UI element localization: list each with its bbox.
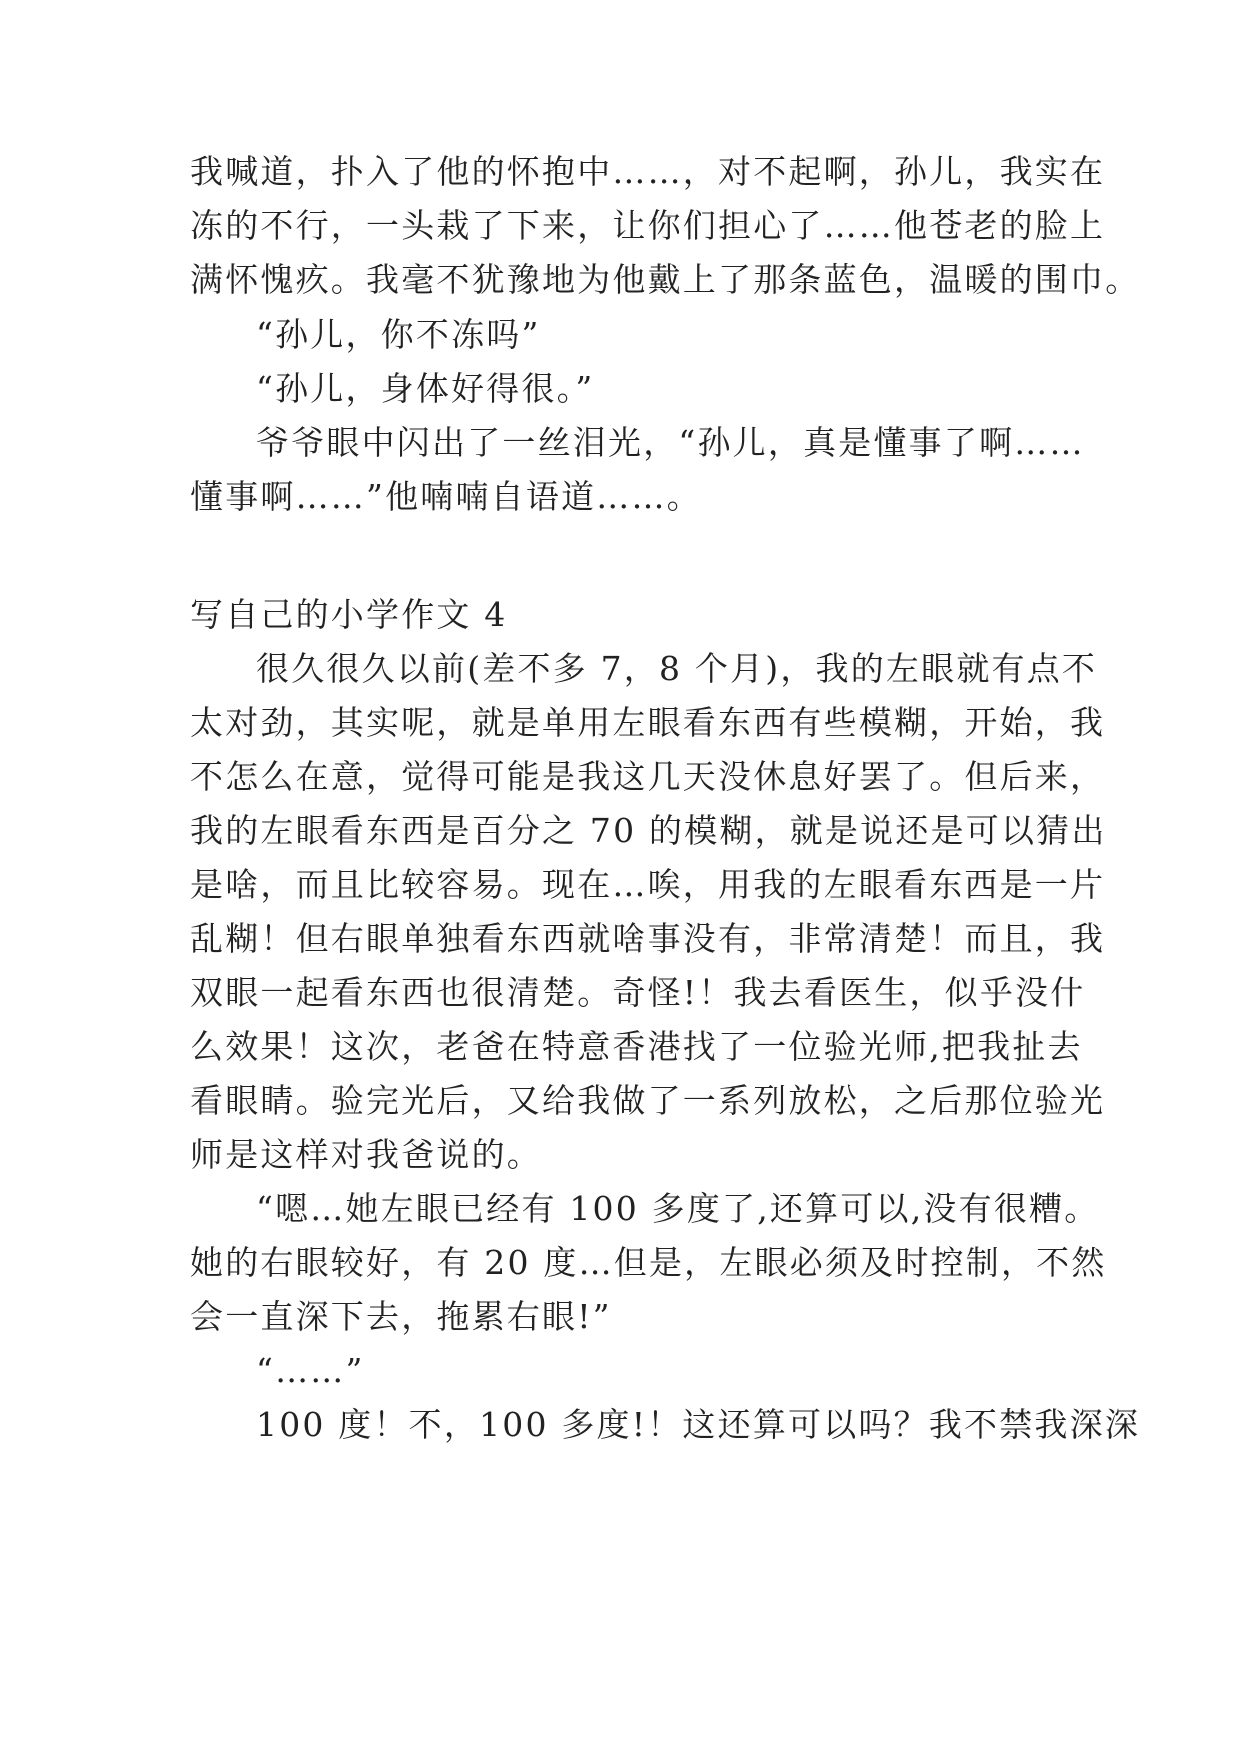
text-line: 不怎么在意，觉得可能是我这几天没休息好罢了。但后来， (190, 757, 1106, 796)
text-line: 会一直深下去，拖累右眼!” (190, 1297, 612, 1336)
text-line: 懂事啊……”他喃喃自语道……。 (190, 477, 702, 516)
text-line: 师是这样对我爸说的。 (190, 1135, 542, 1174)
text-line: “孙儿，你不冻吗” (256, 315, 541, 354)
text-line: 我的左眼看东西是百分之 70 的模糊，就是说还是可以猜出 (190, 811, 1107, 850)
text-line: 很久很久以前(差不多 7，8 个月)，我的左眼就有点不 (256, 649, 1098, 688)
text-line: 看眼睛。验完光后，又给我做了一系列放松，之后那位验光 (190, 1081, 1106, 1120)
text-line: 是啥，而且比较容易。现在…唉，用我的左眼看东西是一片 (190, 865, 1106, 904)
text-line: 爷爷眼中闪出了一丝泪光，“孙儿，真是懂事了啊…… (256, 423, 1085, 462)
text-line: “……” (256, 1351, 365, 1390)
text-line: 乱糊！但右眼单独看东西就啥事没有，非常清楚！而且，我 (190, 919, 1106, 958)
text-line: 双眼一起看东西也很清楚。奇怪!！我去看医生，似乎没什 (190, 973, 1086, 1012)
text-line: 太对劲，其实呢，就是单用左眼看东西有些模糊，开始，我 (190, 703, 1106, 742)
text-line: “嗯…她左眼已经有 100 多度了,还算可以,没有很糟。 (256, 1189, 1100, 1228)
text-line: 满怀愧疚。我毫不犹豫地为他戴上了那条蓝色，温暖的围巾。 (190, 260, 1141, 299)
text-line: 我喊道，扑入了他的怀抱中……，对不起啊，孙儿，我实在 (190, 152, 1106, 191)
text-line: 她的右眼较好，有 20 度…但是，左眼必须及时控制，不然 (190, 1243, 1107, 1282)
section-heading: 写自己的小学作文 4 (190, 595, 508, 634)
text-line: 冻的不行，一头栽了下来，让你们担心了……他苍老的脸上 (190, 206, 1106, 245)
text-line: “孙儿，身体好得很。” (256, 369, 595, 408)
text-line: 么效果！这次，老爸在特意香港找了一位验光师,把我扯去 (190, 1027, 1083, 1066)
text-line: 100 度！不，100 多度!！这还算可以吗？我不禁我深深 (256, 1405, 1141, 1444)
